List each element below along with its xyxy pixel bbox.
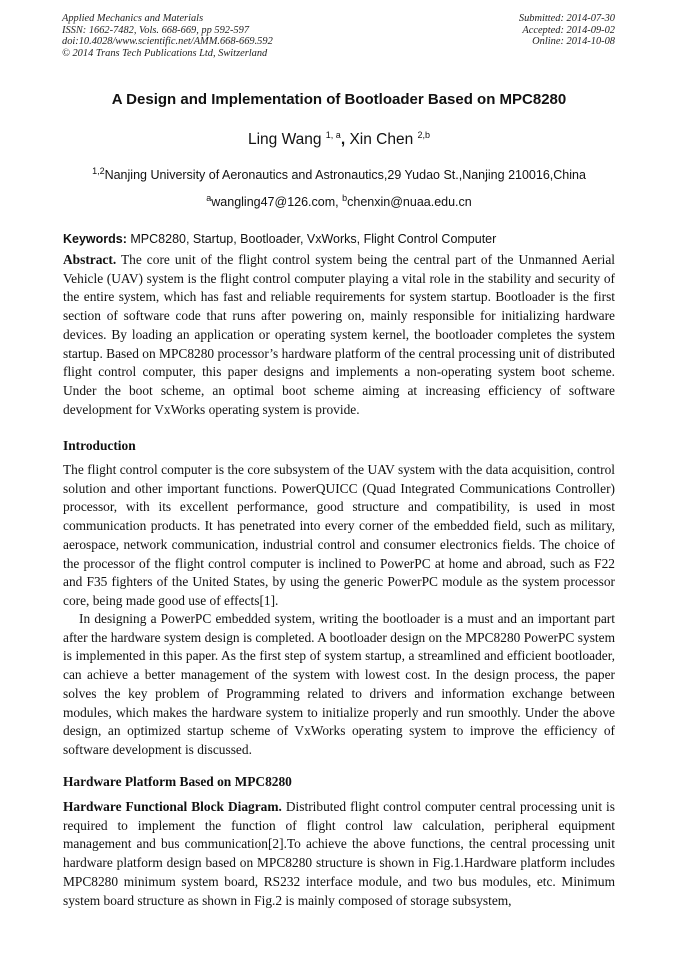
affiliation-superscript: 1,2	[92, 166, 105, 176]
paragraph-text: The flight control computer is the core subsystem of the UAV system with the data acquisition, control solution and other important functions. PowerQUICC (Quad Integrated Communications Controller) processor, with its excellent performance, good structure and compatibility, is used in most communication products. It has penetrated into every corner of the embedded field, such as military, aerospace, network communication, industrial control and consumer electronics fields. The choice of the processor of the flight control computer is inclined to PowerPC at home and abroad, such as F22 and F35 fighters of the United States, by using the generic PowerPC module as the system processor core, being made good use of effects[1].	[63, 462, 615, 608]
email-superscript: a	[206, 193, 212, 203]
paragraph-text: Distributed flight control computer central processing unit is required to implement the function of flight control law calculation, peripheral equipment management and bus communication[2].To achieve the above functions, the central processing unit hardware platform design based on MPC8280 structure is shown in Fig.1.Hardware platform includes MPC8280 minimum system board, RS232 interface module, and two bus modules, etc. Minimum system board structure as shown in Fig.2 is mainly composed of storage subsystem,	[63, 799, 615, 908]
section-heading-introduction: Introduction	[63, 438, 136, 453]
submitted-date: Submitted: 2014-07-30	[518, 13, 615, 24]
email-address[interactable]: chenxin@nuaa.edu.cn	[347, 195, 472, 210]
subsection-label: Hardware Functional Block Diagram.	[63, 799, 282, 814]
journal-name: Applied Mechanics and Materials	[62, 13, 204, 24]
author-name: Xin Chen	[349, 131, 414, 149]
doi-line[interactable]: doi:10.4028/www.scientific.net/AMM.668-669.592	[62, 36, 273, 47]
affiliation-text: Nanjing University of Aeronautics and Astronautics,29 Yudao St.,Nanjing 210016,China	[104, 168, 586, 183]
journal-header-left	[62, 13, 273, 59]
abstract-label: Abstract.	[63, 252, 117, 267]
email-line	[0, 193, 678, 209]
paper-title: A Design and Implementation of Bootloader Based on MPC8280	[111, 91, 567, 108]
keywords-text: MPC8280, Startup, Bootloader, VxWorks, Flight Control Computer	[130, 232, 497, 246]
email-separator: ,	[335, 195, 339, 210]
affiliation	[0, 166, 678, 182]
paragraph	[63, 798, 615, 910]
author-superscript: 1, a	[325, 130, 341, 140]
issn-line: ISSN: 1662-7482, Vols. 668-669, pp 592-597	[62, 24, 250, 36]
keywords-label: Keywords:	[63, 232, 127, 246]
paragraph	[63, 461, 615, 611]
abstract-text: The core unit of the flight control system being the central part of the Unmanned Aerial Vehicle (UAV) system is the flight control computer playing a vital role in the stability and security of the entire system, which has fast and reliable requirements for system startup. Bootloader is the first section of software code that runs after powering on, mainly responsible for initializing hardware devices. By loading an application or operating system kernel, the bootloader completes the system startup. Based on MPC8280 processor’s hardware platform of the central processing unit of distributed flight control computer, this paper designs and implements a non-operating system boot scheme. Under the boot scheme, an optimal boot scheme aiming at increasing efficiency of software development for VxWorks operating system is provide.	[63, 252, 615, 417]
section-heading-hardware: Hardware Platform Based on MPC8280	[63, 774, 292, 789]
email-address[interactable]: wangling47@126.com	[211, 195, 336, 210]
abstract	[63, 251, 615, 419]
copyright-line: © 2014 Trans Tech Publications Ltd, Switzerland	[62, 47, 268, 59]
author-line	[0, 130, 678, 149]
journal-header-right	[519, 13, 615, 48]
author-superscript: 2,b	[417, 130, 431, 140]
author-name: Ling Wang	[247, 131, 322, 149]
paragraph	[63, 610, 615, 760]
paragraph-text: In designing a PowerPC embedded system, writing the bootloader is a must and an important part after the hardware system design is completed. A bootloader design on the MPC8280 PowerPC system is implemented in this paper. As the first step of system startup, a streamlined and efficient bootloader, can achieve a better management of the system with lowest cost. In the design process, the paper solves the key problem of Programming related to drivers and information exchange between modules, which makes the hardware system to initialize properly and run smoothly. Under the above design, an optimized startup scheme of VxWorks operating system to improve the efficiency of software development is discussed.	[63, 611, 615, 757]
keywords	[63, 232, 615, 246]
author-separator: ,	[340, 131, 346, 149]
email-superscript: b	[342, 193, 348, 203]
online-date: Online: 2014-10-08	[532, 36, 615, 47]
accepted-date: Accepted: 2014-09-02	[522, 24, 615, 36]
